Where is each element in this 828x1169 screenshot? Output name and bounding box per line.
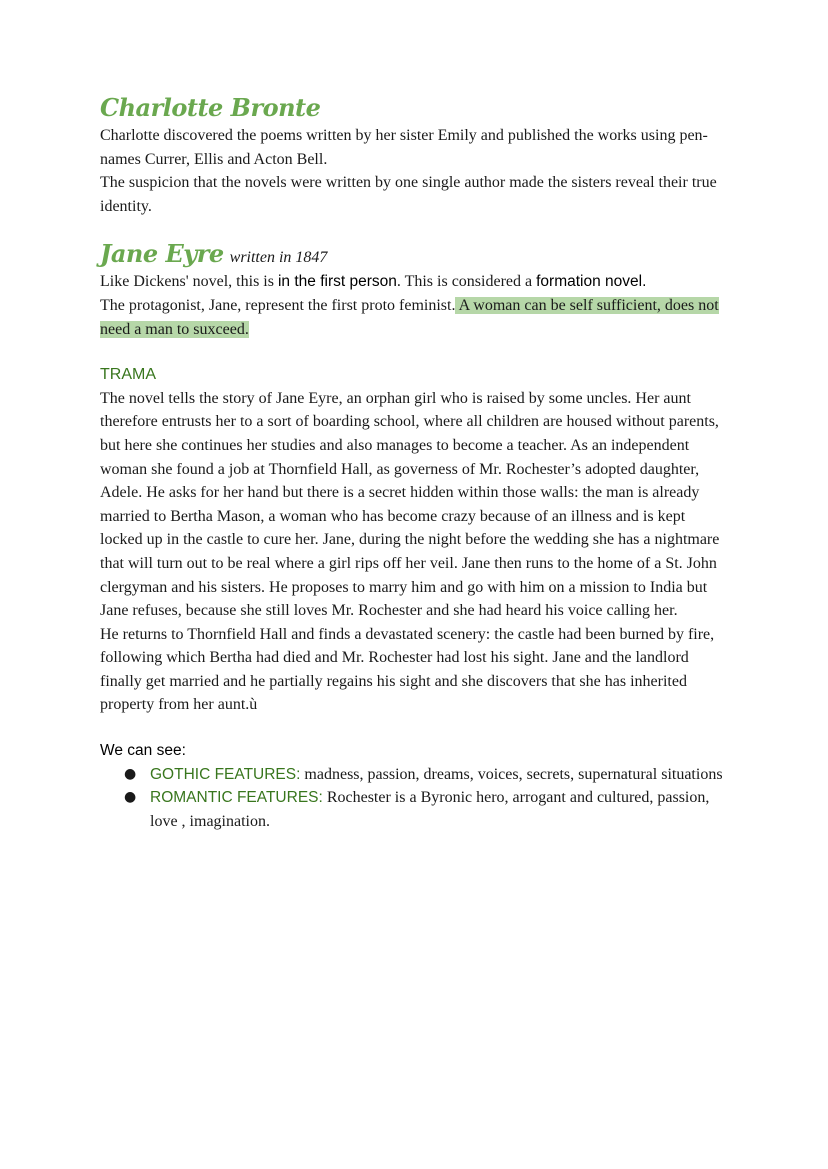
title-row-jane-eyre (100, 238, 730, 270)
section-title-charlotte-bronte: Charlotte Bronte (100, 93, 321, 122)
bold-formation-novel: formation novel. (536, 273, 647, 291)
section-we-can-see (100, 739, 730, 833)
paragraph-true-identity: The suspicion that the novels were written by one single author made the sisters reveal their true identity. (100, 174, 717, 215)
bullet-icon: ● (124, 765, 137, 782)
list-item-gothic-features (100, 763, 730, 787)
section-jane-eyre (100, 238, 730, 341)
bold-first-person: in the first person (277, 273, 397, 291)
paragraph-first-person (100, 270, 730, 294)
list-item-romantic-features (100, 786, 730, 833)
paragraph-plot-1: The novel tells the story of Jane Eyre, an orphan girl who is raised by some uncles. Her aunt therefore entrusts her to a sort of boarding school, where all children are housed without parents, but here she continues her studies and also manages to become a teacher. As an independent woman she found a job at Thornfield Hall, as governess of Mr. Rochester’s adopted daughter, Adele. He asks for her hand but there is a secret hidden within those walls: the man is already married to Bertha Mason, a woman who has become crazy because of an illness and is kept locked up in the castle to cure her. Jane, during the night before the wedding she has a nightmare that will turn out to be real where a girl rips off her veil. Jane then runs to the home of a St. John clergyman and his sisters. He proposes to marry him and go with him on a mission to India but Jane refuses, because she still loves Mr. Rochester and she had heard his voice calling her. (100, 389, 720, 620)
highlighted-self-sufficient: A woman can be self sufficient, does not need a man to suxceed. (100, 296, 719, 338)
features-list (100, 763, 730, 834)
section-trama (100, 363, 730, 717)
paragraph-plot-2: He returns to Thornfield Hall and finds a devastated scenery: the castle had been burned by fire, following which Bertha had died and Mr. Rochester had lost his sight. Jane and the landlord finally get married and he partially regains his sight and she discovers that she has inherited property from her aunt.ù (100, 625, 715, 714)
text-gothic-features: madness, passion, dreams, voices, secrets, supernatural situations (300, 765, 723, 783)
section-title-jane-eyre: Jane Eyre (100, 239, 224, 269)
text-segment: The protagonist, Jane, represent the first proto feminist. (100, 296, 456, 314)
heading-trama: TRAMA (100, 366, 156, 384)
bullet-icon: ● (124, 789, 137, 806)
section-subtitle-year: written in 1847 (229, 249, 328, 267)
text-romantic-features: Rochester is a Byronic hero, arrogant and cultured, passion, love , imagination. (150, 789, 710, 830)
label-gothic-features: GOTHIC FEATURES: (150, 765, 301, 783)
heading-we-can-see: We can see: (100, 742, 186, 760)
paragraph-proto-feminist (100, 294, 730, 341)
section-charlotte-bronte (100, 92, 730, 218)
text-segment: Like Dickens' novel, this is (100, 273, 278, 291)
label-romantic-features: ROMANTIC FEATURES: (150, 789, 323, 807)
document-page (100, 92, 730, 833)
text-segment: . This is considered a (396, 273, 537, 291)
paragraph-pen-names: Charlotte discovered the poems written by her sister Emily and published the works using pen-names Currer, Ellis and Acton Bell. (100, 127, 708, 168)
